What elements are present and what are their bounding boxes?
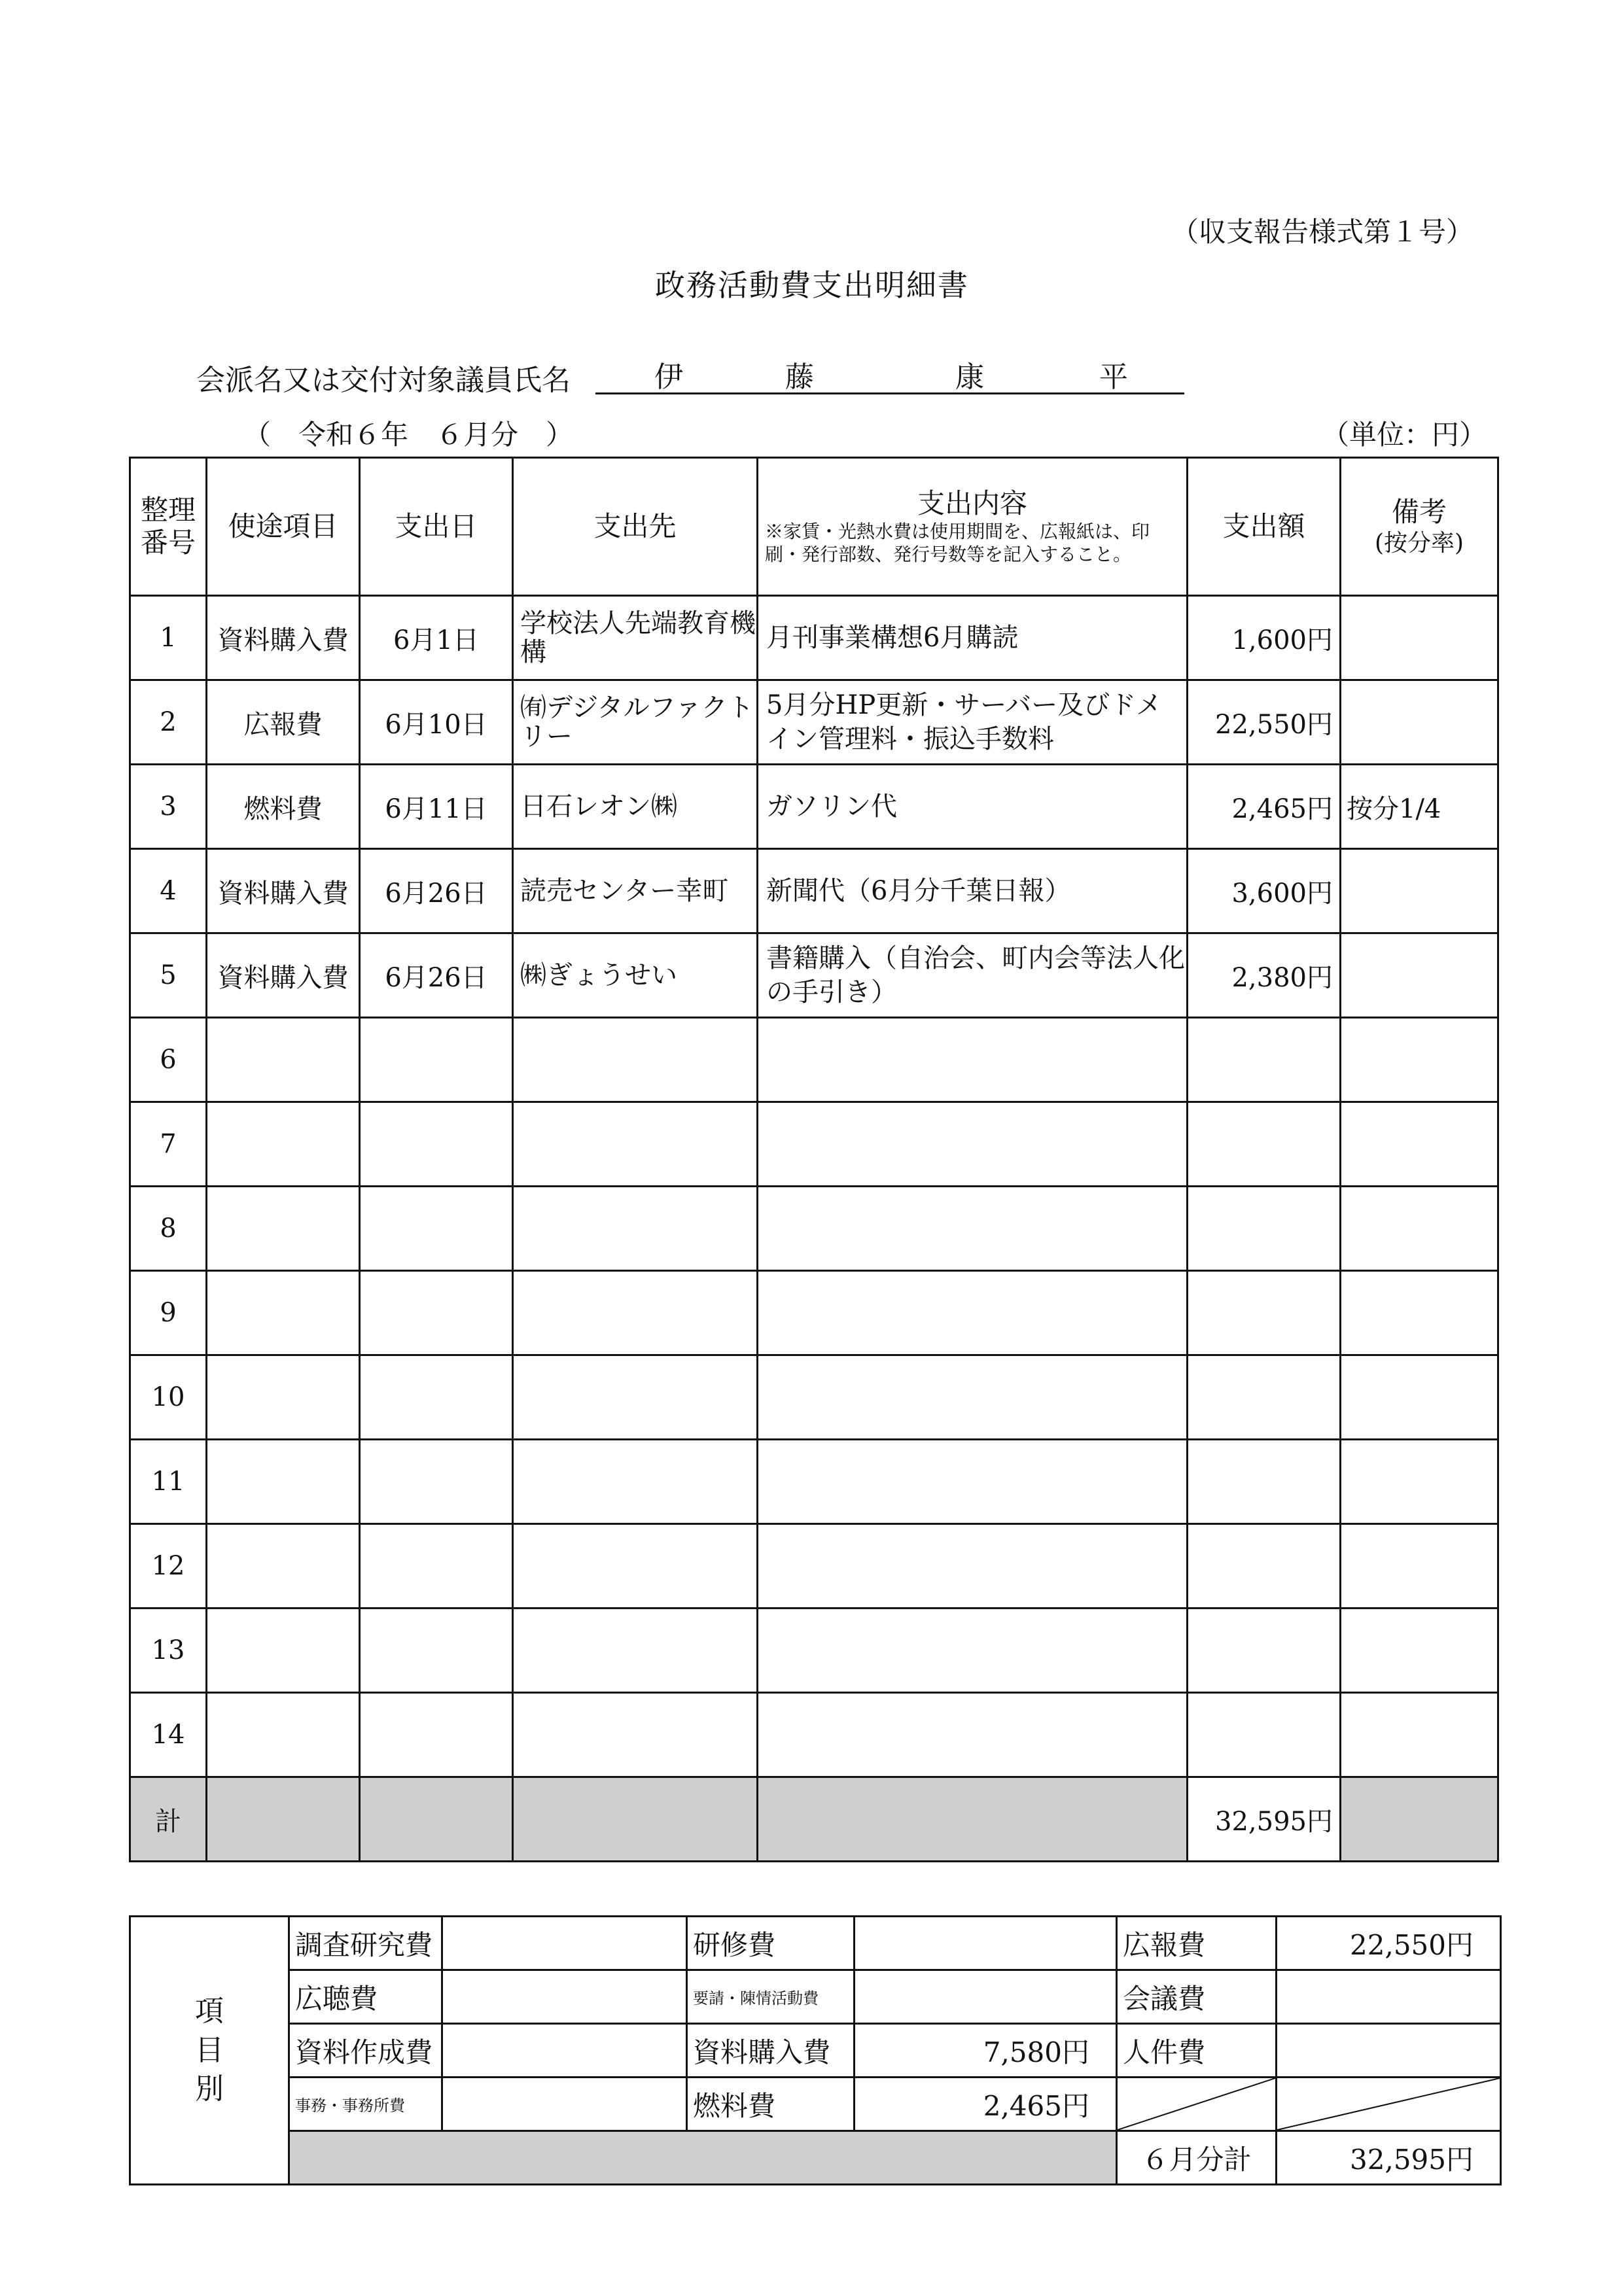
table-row: [130, 1355, 1498, 1440]
row-category: 資料購入費: [207, 596, 360, 680]
row-remarks: [1341, 1018, 1498, 1102]
row-date: 6月26日: [360, 849, 513, 933]
total-blank: [513, 1777, 758, 1862]
summary-label: 広聴費: [289, 1970, 442, 2024]
month-total-value: 32,595円: [1277, 2131, 1501, 2185]
row-payee: [513, 1018, 758, 1102]
diagonal-line: [1118, 2078, 1275, 2130]
total-blank: [360, 1777, 513, 1862]
row-remarks: [1341, 680, 1498, 765]
row-payee: [513, 1187, 758, 1271]
total-blank: [207, 1777, 360, 1862]
summary-label: 会議費: [1117, 1970, 1277, 2024]
row-number: 2: [130, 680, 207, 765]
table-row: [130, 1440, 1498, 1524]
row-category: [207, 1440, 360, 1524]
row-category: 資料購入費: [207, 849, 360, 933]
summary-label: 広報費: [1117, 1917, 1277, 1970]
form-number: （収支報告様式第１号）: [1171, 216, 1474, 248]
table-row: [130, 1271, 1498, 1355]
row-number: 6: [130, 1018, 207, 1102]
row-number: 14: [130, 1693, 207, 1777]
header-content: [758, 458, 1188, 596]
row-date: [360, 1018, 513, 1102]
row-amount: [1188, 1187, 1341, 1271]
header-remarks: [1341, 458, 1498, 596]
row-date: 6月26日: [360, 933, 513, 1018]
row-amount: [1188, 1440, 1341, 1524]
row-content: [758, 1018, 1188, 1102]
row-date: 6月10日: [360, 680, 513, 765]
row-remarks: [1341, 596, 1498, 680]
row-remarks: [1341, 1609, 1498, 1693]
row-date: [360, 1609, 513, 1693]
total-blank: [1341, 1777, 1498, 1862]
row-payee: [513, 1271, 758, 1355]
crossed-out-cell: [1117, 2078, 1277, 2131]
row-category: [207, 1102, 360, 1187]
month-total-label: ６月分計: [1117, 2131, 1277, 2185]
header-content-title: 支出内容: [917, 487, 1027, 519]
summary-value: 22,550円: [1277, 1917, 1501, 1970]
total-label: 計: [130, 1777, 207, 1862]
summary-label: 事務・事務所費: [289, 2078, 442, 2131]
summary-value: [442, 2078, 687, 2131]
row-number: 13: [130, 1609, 207, 1693]
row-category: 資料購入費: [207, 933, 360, 1018]
row-category: [207, 1187, 360, 1271]
row-payee: ㈲デジタルファクトリー: [513, 680, 758, 765]
row-date: [360, 1187, 513, 1271]
total-blank: [758, 1777, 1188, 1862]
header-no: 整理 番号: [130, 458, 207, 596]
row-remarks: [1341, 1102, 1498, 1187]
summary-label: 燃料費: [687, 2078, 855, 2131]
table-row: [130, 1609, 1498, 1693]
row-number: 3: [130, 765, 207, 849]
name-label: 会派名又は交付対象議員氏名: [196, 364, 571, 397]
table-row: [130, 1018, 1498, 1102]
row-number: 11: [130, 1440, 207, 1524]
total-row: [130, 1777, 1498, 1862]
row-remarks: [1341, 1271, 1498, 1355]
row-amount: [1188, 1102, 1341, 1187]
row-amount: 3,600円: [1188, 849, 1341, 933]
row-content: [758, 1355, 1188, 1440]
row-content: 書籍購入（自治会、町内会等法人化の手引き）: [758, 933, 1188, 1018]
row-number: 9: [130, 1271, 207, 1355]
row-number: 1: [130, 596, 207, 680]
row-date: [360, 1524, 513, 1609]
row-content: [758, 1102, 1188, 1187]
row-amount: [1188, 1355, 1341, 1440]
row-payee: 学校法人先端教育機構: [513, 596, 758, 680]
row-amount: 2,380円: [1188, 933, 1341, 1018]
period-label: （ 令和６年 ６月分 ）: [243, 419, 574, 451]
category-summary-table: [129, 1915, 1502, 2185]
row-amount: [1188, 1018, 1341, 1102]
row-payee: [513, 1609, 758, 1693]
shaded-blank: [289, 2131, 1117, 2185]
row-category: [207, 1524, 360, 1609]
table-row: [130, 849, 1498, 933]
summary-value: [1277, 1970, 1501, 2024]
summary-label: 研修費: [687, 1917, 855, 1970]
header-date: 支出日: [360, 458, 513, 596]
summary-value: [855, 1917, 1117, 1970]
row-payee: [513, 1440, 758, 1524]
table-body: [130, 596, 1498, 1777]
row-amount: [1188, 1524, 1341, 1609]
row-remarks: [1341, 1524, 1498, 1609]
row-payee: [513, 1102, 758, 1187]
row-remarks: [1341, 849, 1498, 933]
row-category: [207, 1693, 360, 1777]
row-remarks: [1341, 1440, 1498, 1524]
table-row: [130, 1102, 1498, 1187]
row-payee: [513, 1355, 758, 1440]
row-category: [207, 1271, 360, 1355]
row-payee: [513, 1693, 758, 1777]
row-amount: 2,465円: [1188, 765, 1341, 849]
header-remarks-title: 備考: [1391, 496, 1447, 529]
table-row: [130, 1693, 1498, 1777]
row-content: [758, 1693, 1188, 1777]
table-header: [130, 458, 1498, 596]
row-content: [758, 1524, 1188, 1609]
name-char: 伊: [654, 360, 683, 394]
row-category: [207, 1018, 360, 1102]
table-row: [130, 933, 1498, 1018]
summary-label: 要請・陳情活動費: [687, 1970, 855, 2024]
summary-label: 人件費: [1117, 2024, 1277, 2078]
row-date: [360, 1355, 513, 1440]
row-date: [360, 1271, 513, 1355]
unit-label: （単位：円）: [1322, 419, 1487, 451]
row-number: 4: [130, 849, 207, 933]
header-category: 使途項目: [207, 458, 360, 596]
row-remarks: [1341, 1693, 1498, 1777]
row-amount: 1,600円: [1188, 596, 1341, 680]
row-content: [758, 1271, 1188, 1355]
row-content: 5月分HP更新・サーバー及びドメイン管理料・振込手数料: [758, 680, 1188, 765]
row-category: 燃料費: [207, 765, 360, 849]
summary-value: [442, 2024, 687, 2078]
crossed-out-cell: [1277, 2078, 1501, 2131]
row-category: 広報費: [207, 680, 360, 765]
row-date: [360, 1102, 513, 1187]
name-char: 藤: [785, 360, 814, 394]
summary-value: 7,580円: [855, 2024, 1117, 2078]
summary-value: [442, 1970, 687, 2024]
table-row: [130, 1187, 1498, 1271]
row-amount: [1188, 1609, 1341, 1693]
row-payee: 日石レオン㈱: [513, 765, 758, 849]
table-row: [130, 596, 1498, 680]
row-number: 7: [130, 1102, 207, 1187]
row-payee: ㈱ぎょうせい: [513, 933, 758, 1018]
row-content: [758, 1609, 1188, 1693]
summary-value: 2,465円: [855, 2078, 1117, 2131]
diagonal-line: [1277, 2078, 1500, 2130]
row-number: 5: [130, 933, 207, 1018]
row-number: 10: [130, 1355, 207, 1440]
table-row: [130, 1524, 1498, 1609]
name-underline: [595, 392, 1184, 394]
summary-value: [1277, 2024, 1501, 2078]
summary-side-label: 項 目 別: [130, 1917, 289, 2185]
row-content: [758, 1187, 1188, 1271]
row-category: [207, 1355, 360, 1440]
row-content: 月刊事業構想6月購読: [758, 596, 1188, 680]
row-category: [207, 1609, 360, 1693]
summary-value: [855, 1970, 1117, 2024]
row-number: 12: [130, 1524, 207, 1609]
summary-value: [442, 1917, 687, 1970]
row-remarks: 按分1/4: [1341, 765, 1498, 849]
header-amount: 支出額: [1188, 458, 1341, 596]
row-payee: [513, 1524, 758, 1609]
expense-table: [129, 457, 1499, 1862]
name-char: 康: [955, 360, 984, 394]
row-remarks: [1341, 1355, 1498, 1440]
row-amount: [1188, 1693, 1341, 1777]
row-payee: 読売センター幸町: [513, 849, 758, 933]
total-amount: 32,595円: [1188, 1777, 1341, 1862]
table-row: [130, 765, 1498, 849]
row-content: 新聞代（6月分千葉日報）: [758, 849, 1188, 933]
row-remarks: [1341, 1187, 1498, 1271]
row-remarks: [1341, 933, 1498, 1018]
page-title: 政務活動費支出明細書: [655, 268, 969, 303]
row-date: 6月1日: [360, 596, 513, 680]
header-payee: 支出先: [513, 458, 758, 596]
row-date: [360, 1693, 513, 1777]
name-char: 平: [1099, 360, 1128, 394]
header-remarks-sub: (按分率): [1374, 529, 1464, 557]
summary-label: 調査研究費: [289, 1917, 442, 1970]
summary-label: 資料作成費: [289, 2024, 442, 2078]
row-content: [758, 1440, 1188, 1524]
row-date: [360, 1440, 513, 1524]
row-date: 6月11日: [360, 765, 513, 849]
table-row: [130, 680, 1498, 765]
row-amount: [1188, 1271, 1341, 1355]
row-number: 8: [130, 1187, 207, 1271]
row-amount: 22,550円: [1188, 680, 1341, 765]
summary-label: 資料購入費: [687, 2024, 855, 2078]
header-content-note: ※家賃・光熱水費は使用期間を、広報紙は、印刷・発行部数、発行号数等を記入すること。: [765, 521, 1150, 566]
row-content: ガソリン代: [758, 765, 1188, 849]
